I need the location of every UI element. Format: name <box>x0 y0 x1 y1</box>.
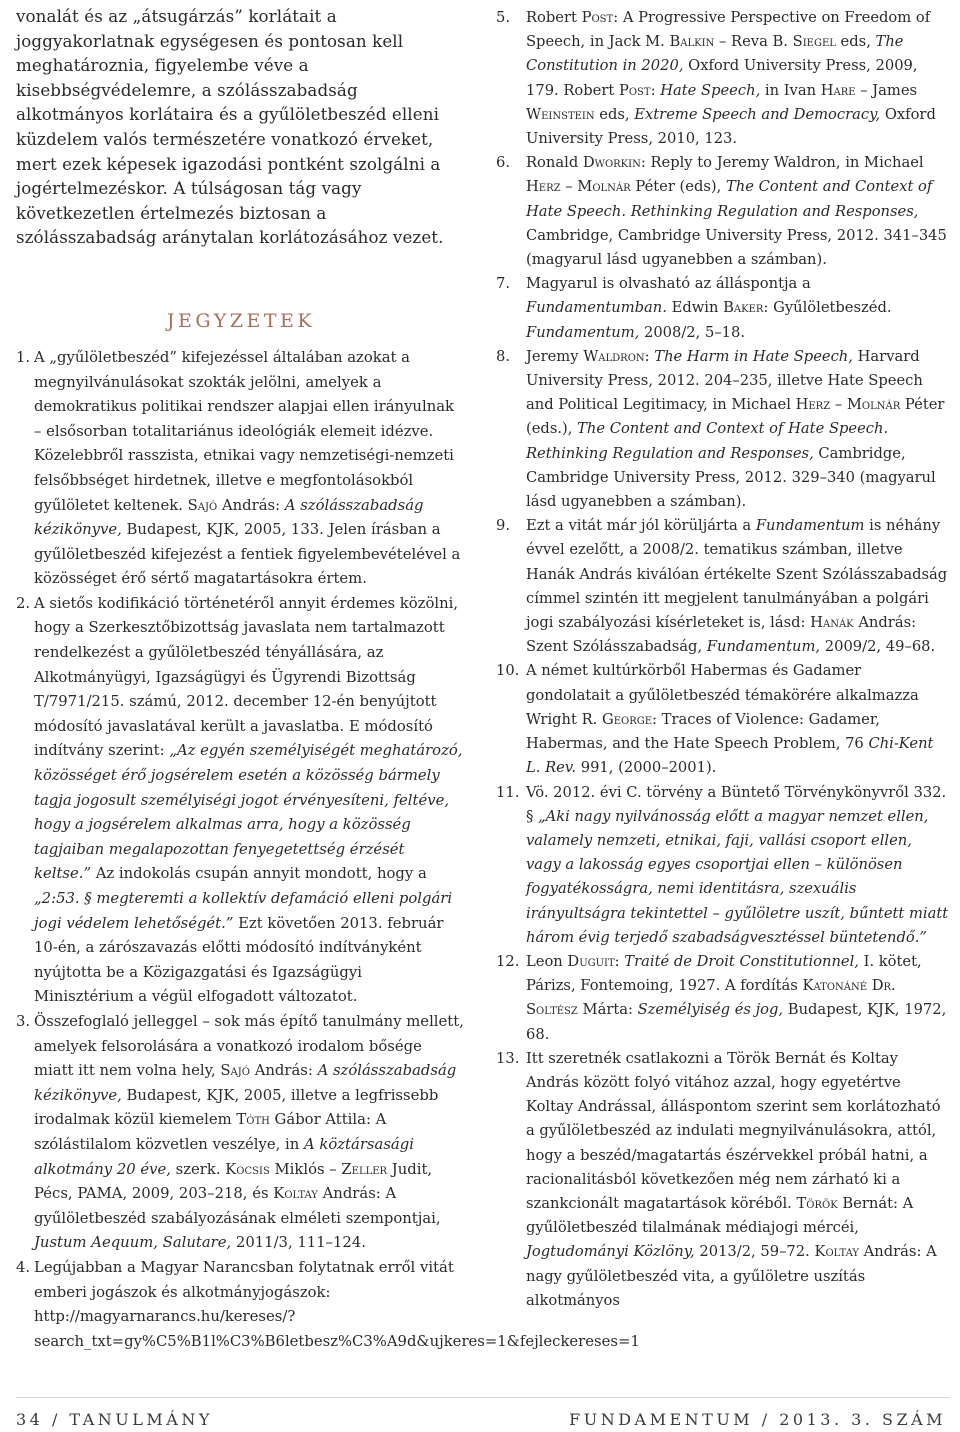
note-item <box>496 781 950 950</box>
note-text: is néhány évvel ezelőtt, a 2008/2. tematikus számban, illetve Hanák András kiválóan értékelte Szent Szólásszabadság címmel szintén itt megjelent tanulmányában a polgári jogi szabályozási kísérleteket is, lásd: <box>526 517 948 632</box>
note-number: 8. <box>496 347 511 365</box>
note-number: 3. <box>16 1012 31 1030</box>
note-text: : <box>644 347 655 365</box>
note-item <box>496 345 950 514</box>
note-text: Ezt a vitát már jól körüljárta a <box>526 517 756 535</box>
note-text: Budapest, KJK, 2005, 133. Jelen írásban a gyűlöletbeszéd kifejezést a fentiek figyelembevételével a közösséget érő sértő magatartásokra értem. <box>34 521 461 588</box>
note-item <box>496 6 950 151</box>
author-name: Duguit <box>567 952 615 970</box>
note-text: 991, (2000–2001). <box>576 759 717 777</box>
italic-citation: Személyiség és jog, <box>637 1001 784 1019</box>
note-text: in Ivan <box>760 81 821 99</box>
author-name: Molnár <box>846 396 901 414</box>
note-item <box>496 514 950 659</box>
note-text: : A Progressive Perspective on Freedom of Speech, in Jack M. <box>526 9 931 51</box>
note-text: 2011/3, 111–124. <box>231 1234 366 1252</box>
italic-citation: Hate Speech, <box>660 81 761 99</box>
note-text: szerk. <box>170 1160 226 1178</box>
note-text: eds, <box>594 105 635 123</box>
notes-list-right <box>496 6 950 1313</box>
note-number: 11. <box>496 783 520 801</box>
italic-citation: A szólásszabadság kézikönyve, <box>34 1062 457 1104</box>
author-name: Török <box>796 1194 838 1212</box>
author-name: Sajó <box>220 1062 250 1080</box>
note-number: 9. <box>496 517 511 535</box>
note-text: Cambridge, Cambridge University Press, 2012. 329–340 (magyarul lásd ugyanebben a számban). <box>526 444 936 511</box>
note-text: Budapest, KJK, 1972, 68. <box>526 1001 947 1043</box>
note-text: : Gyűlöletbeszéd. <box>763 299 892 317</box>
note-text: Oxford University Press, 2009, 179. Robert <box>526 57 918 99</box>
author-name: Koltay <box>273 1185 318 1203</box>
intro-paragraph: vonalát és az „átsugárzás” korlátait a joggyakorlatnak egységesen és pontosan kell meghatároznia, figyelembe véve a kisebbségvédelemre, a szólásszabadság alkotmányos korlátaira és a gyűlöletbeszéd elleni küzdelem valós természetére vonatkozó érveket, mert ezek képesek igazodási pontként szolgálni a jogértelmezéskor. A túlságosan tág vagy következetlen értelmezés biztosan a szólásszabadság aránytalan korlátozásához vezet. <box>16 6 444 248</box>
footer-page-label: 34 / TANULMÁNY <box>16 1410 213 1429</box>
note-number: 1. <box>16 348 31 366</box>
note-number: 6. <box>496 154 511 172</box>
author-name: Balkin <box>669 33 715 51</box>
note-text: Péter (eds.), <box>526 396 945 438</box>
note-number: 13. <box>496 1049 520 1067</box>
author-name: Siegel <box>792 33 836 51</box>
note-text: Leon <box>526 952 568 970</box>
italic-citation: The Content and Context of Hate Speech. Rethinking Regulation and Responses, <box>526 420 889 462</box>
note-item <box>496 151 950 272</box>
author-name: Baker <box>723 299 764 317</box>
note-text: : <box>614 952 625 970</box>
notes-heading: JEGYZETEK <box>166 309 316 332</box>
italic-citation: The Harm in Hate Speech, <box>654 347 853 365</box>
note-item <box>16 346 466 592</box>
note-number: 7. <box>496 275 511 293</box>
italic-citation: „2:53. § megteremti a kollektív defamáció elleni polgári jogi védelem lehetőségét.” <box>34 890 453 932</box>
italic-citation: Chi-Kent L. Rev. <box>526 735 934 777</box>
note-text: András: A nagy gyűlöletbeszéd vita, a gyűlöletre uszítás alkotmányos <box>526 1243 937 1309</box>
note-text: – <box>830 396 847 414</box>
italic-citation: Fundamentum, <box>706 638 821 656</box>
note-text: Bernát: A gyűlöletbeszéd tilalmának médiajogi mércéi, <box>526 1194 914 1237</box>
note-text: Magyarul is olvasható az álláspontja a <box>526 275 811 293</box>
note-text: Itt szeretnék csatlakozni a Török Bernát és Koltay András között folyó vitához azzal, hogy egyetértve Koltay Andrással, álláspontom szerint sem korlátozható a gyűlöletbeszéd az indulati megnyilvánulásokra, attól, hogy a beszéd/magatartás észérvekkel próbál hatni, a racionalitásból következően még nem zárható ki a szankcionált magatartások köréből. <box>526 1049 941 1212</box>
note-number: 2. <box>16 594 31 612</box>
author-name: Kocsis <box>225 1160 270 1178</box>
note-text: : Reply to Jeremy Waldron, in Michael <box>640 154 924 172</box>
note-text: Budapest, KJK, 2005, illetve a legfrissebb irodalmak közül kiemelem <box>34 1086 439 1129</box>
italic-citation: Fundamentum <box>755 517 865 535</box>
note-item <box>496 659 950 780</box>
note-item <box>16 592 466 1010</box>
italic-citation: A szólásszabadság kézikönyve, <box>34 496 424 539</box>
note-text: Jeremy <box>526 347 584 365</box>
note-text: 2009/2, 49–68. <box>820 638 936 656</box>
note-number: 5. <box>496 9 511 26</box>
italic-citation: Fundamentumban. <box>526 299 667 317</box>
note-item <box>496 950 950 1047</box>
note-text: Vö. 2012. évi C. törvény a Büntető Törvénykönyvről 332. § <box>526 783 947 825</box>
note-text: Ezt követően 2013. február 10-én, a zárószavazás előtti módosító indítványként nyújtotta be a Közigazgatási és Igazságügyi Minisztérium a végül elfogadott változatot. <box>34 914 444 1006</box>
note-text: Összefoglaló jelleggel – sok más építő tanulmány mellett, amelyek felsorolására a vonatkozó irodalom bősége miatt itt nem volna hely, <box>34 1012 464 1080</box>
author-name: George <box>601 710 653 728</box>
italic-citation: Extreme Speech and Democracy, <box>634 105 881 123</box>
note-text: Péter (eds), <box>630 178 726 196</box>
italic-citation: The Constitution in 2020, <box>526 33 904 75</box>
note-text: Oxford University Press, 2010, 123. <box>526 105 936 148</box>
note-text: Gábor Attila: A szólástilalom közvetlen veszélye, in <box>34 1111 387 1153</box>
note-number: 10. <box>496 662 520 680</box>
note-item <box>16 1256 640 1354</box>
author-name: Herz <box>526 178 561 196</box>
note-text: – Reva B. <box>714 33 793 51</box>
author-name: Herz <box>795 396 831 414</box>
note-text: András: Szent Szólásszabadság, <box>526 614 917 656</box>
author-name: Katonáné Dr. Soltész <box>526 977 896 1019</box>
author-name: Post <box>618 81 651 99</box>
note-text: 2013/2, 59–72. <box>694 1243 815 1261</box>
note-text: Legújabban a Magyar Narancsban folytatnak erről vitát emberi jogászok és alkotmányjogászok: http://magyarnarancs.hu/kereses/?search_txt=gy%C5%B1l%C3%B6letbesz%C3%A9d&ujkeres=1&fejleckereses=1 <box>34 1258 640 1350</box>
author-name: Waldron <box>583 347 645 365</box>
author-name: Hare <box>820 81 856 99</box>
note-text: Judit, Pécs, PAMA, 2009, 203–218, és <box>34 1160 433 1203</box>
note-text: Ronald <box>526 154 583 172</box>
note-text: I. kötet, Párizs, Fontemoing, 1927. A fordítás <box>526 952 922 995</box>
author-name: Zeller <box>341 1160 388 1178</box>
right-column <box>496 0 950 1313</box>
note-text: : Traces of Violence: Gadamer, Habermas, and the Hate Speech Problem, 76 <box>526 710 880 753</box>
italic-citation: The Content and Context of Hate Speech. Rethinking Regulation and Responses, <box>526 178 933 220</box>
note-number: 12. <box>496 952 520 970</box>
author-name: Weinstein <box>526 105 595 123</box>
author-name: Post <box>581 9 614 26</box>
italic-citation: Jogtudományi Közlöny, <box>526 1243 695 1261</box>
note-text: A sietős kodifikáció történetéről annyit érdemes közölni, hogy a Szerkesztőbizottság javaslata nem tartalmazott rendelkezést a gyűlöletbeszéd tényállására, az Alkotmányügyi, Igazságügyi és Ügyrendi Bizottság T/7971/215. számú, 2012. december 12-én benyújtott módosító javaslatával került a javaslatba. E módosító indítvány szerint: <box>34 594 459 760</box>
note-text: András: A gyűlöletbeszéd szabályozásának elméleti szempontjai, <box>34 1185 441 1227</box>
note-item <box>496 1047 950 1313</box>
author-name: Sajó <box>187 496 218 514</box>
author-name: Tóth <box>236 1111 270 1129</box>
note-text: Robert <box>526 9 582 26</box>
note-text: eds, <box>835 33 876 51</box>
note-text: 2008/2, 5–18. <box>639 323 746 341</box>
note-text: Edwin <box>666 299 724 317</box>
note-text: András: <box>217 496 285 514</box>
note-item <box>496 272 950 345</box>
footer-journal-label: FUNDAMENTUM / 2013. 3. SZÁM <box>569 1410 946 1429</box>
note-text: Miklós – <box>269 1160 342 1178</box>
note-text: Az indokolás csupán annyit mondott, hogy a <box>91 865 427 883</box>
italic-citation: „Az egyén személyiségét meghatározó, közösséget érő jogsérelem esetén a közösség bármely tagja jogosult személyiségi jogot érvényesíteni, feltéve, hogy a jogsérelem alkalmas arra, hogy a közösség tagjaiban megalapozottan fenyegetettség érzését keltse.” <box>34 742 463 883</box>
note-text: Márta: <box>577 1001 638 1019</box>
author-name: Koltay <box>814 1243 860 1261</box>
note-text: – James <box>855 81 918 99</box>
note-item <box>16 1010 466 1256</box>
note-text: A „gyűlöletbeszéd” kifejezéssel általában azokat a megnyilvánulásokat szokták jelölni, amelyek a demokratikus politikai rendszer alapjai ellen irányulnak – elsősorban totalitariánus ideológiák elemeit idézve. Közelebbről rasszista, etnikai vagy nemzetiségi-nemzeti felsőbbséget hirdetnek, illetve e megfontolásokból gyűlöletet keltenek. <box>34 348 455 514</box>
note-text: – <box>560 178 578 196</box>
italic-citation: A köztársasági alkotmány 20 éve, <box>34 1135 414 1178</box>
footer-divider <box>16 1397 950 1398</box>
italic-citation: „Aki nagy nyilvánosság előtt a magyar nemzet ellen, valamely nemzeti, etnikai, faji, vallási csoport ellen, vagy a lakosság egyes csoportjai ellen – különösen fogyatékosságra, nemi identitásra, szexuális irányultságra tekintettel – gyűlöletre uszít, bűntett miatt három évig terjedő szabadságvesztéssel büntetendő.” <box>526 807 949 946</box>
note-text: András: <box>249 1062 318 1080</box>
italic-citation: Fundamentum, <box>526 323 640 341</box>
author-name: Molnár <box>577 178 631 196</box>
italic-citation: Traité de Droit Constitutionnel, <box>624 952 859 970</box>
note-text: Cambridge, Cambridge University Press, 2012. 341–345 (magyarul lásd ugyanebben a számban). <box>526 226 947 269</box>
note-number: 4. <box>16 1258 31 1276</box>
note-text: Harvard University Press, 2012. 204–235, illetve Hate Speech and Political Legitimacy, in Michael <box>526 347 923 414</box>
note-text: : <box>650 81 661 99</box>
author-name: Dworkin <box>582 154 641 172</box>
author-name: Hanák <box>810 614 854 632</box>
italic-citation: Justum Aequum, Salutare, <box>34 1234 232 1252</box>
note-text: A német kultúrkörből Habermas és Gadamer gondolatait a gyűlöletbeszéd témakörére alkalmazza Wright R. <box>526 662 919 728</box>
